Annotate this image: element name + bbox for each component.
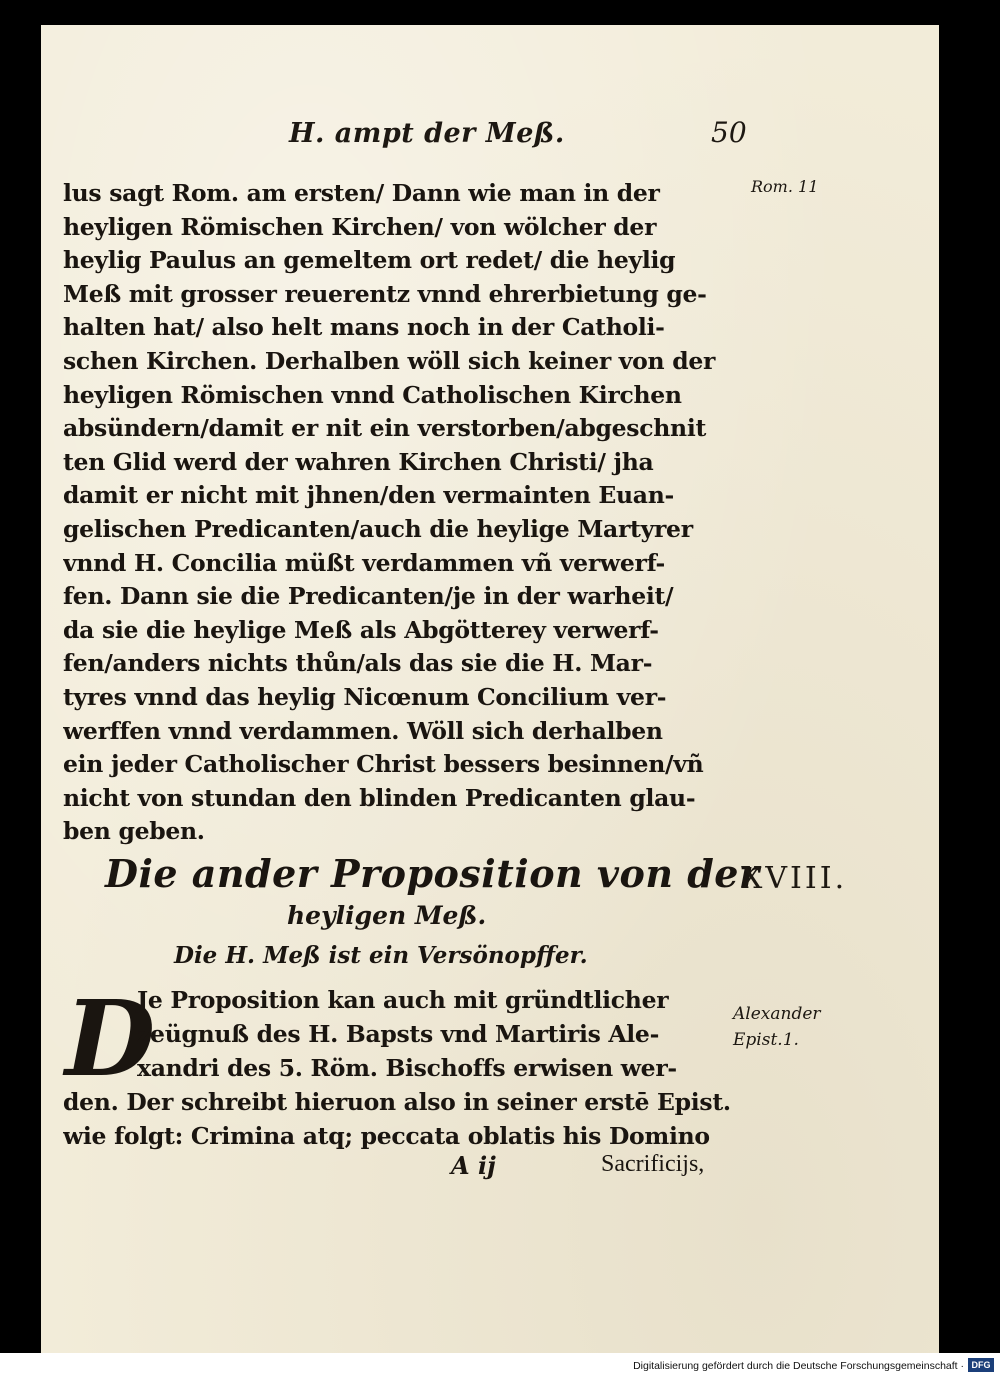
- paragraph-2: [63, 977, 763, 1153]
- text-line: zeügnuß des H. Bapsts vnd Martiris Ale-: [137, 1020, 660, 1048]
- book-page: [41, 25, 939, 1353]
- section-heading-continued: heyligen Meß.: [287, 901, 487, 930]
- folio-number: 50: [711, 116, 747, 149]
- text-line: fen. Dann sie die Predicanten/je in der warheit/: [63, 582, 674, 611]
- text-line: werffen vnnd verdammen. Wöll sich derhalben: [63, 716, 663, 745]
- text-line: den. Der schreibt hieruon also in seiner erstē Epist.: [63, 1088, 731, 1116]
- margin-note-rom: Rom. 11: [751, 177, 819, 196]
- text-line: halten hat/ also helt mans noch in der Catholi-: [63, 313, 665, 342]
- margin-note-alexander: [733, 1001, 821, 1053]
- text-line: damit er nicht mit jhnen/den vermainten Euan-: [63, 481, 674, 510]
- text-line: heyligen Römischen vnnd Catholischen Kirchen: [63, 380, 682, 409]
- text-line: nicht von stundan den blinden Predicanten glau-: [63, 783, 696, 812]
- running-head: H. ampt der Meß.: [289, 118, 565, 149]
- catchword: Sacrificijs,: [601, 1151, 705, 1177]
- text-line: da sie die heylige Meß als Abgötterey verwerf-: [63, 615, 659, 644]
- text-line: Je Proposition kan auch mit gründtlicher: [137, 986, 669, 1014]
- decorated-initial: D: [65, 977, 156, 1100]
- section-number: XVIII.: [741, 861, 848, 896]
- section-heading: Die ander Proposition von der: [105, 851, 760, 896]
- text-line: ein jeder Catholischer Christ bessers besinnen/vñ: [63, 750, 704, 779]
- text-line: ten Glid werd der wahren Kirchen Christi/ jha: [63, 447, 654, 476]
- funding-credit: Digitalisierung gefördert durch die Deutsche Forschungsgemeinschaft ·: [633, 1360, 964, 1372]
- paragraph-1: [63, 177, 763, 849]
- text-line: heyligen Römischen Kirchen/ von wölcher der: [63, 212, 657, 241]
- text-line: Meß mit grosser reuerentz vnnd ehrerbietung ge-: [63, 279, 707, 308]
- dfg-logo: DFG: [968, 1358, 994, 1372]
- page-header: [41, 118, 939, 158]
- text-line: lus sagt Rom. am ersten/ Dann wie man in der: [63, 179, 660, 207]
- text-line: xandri des 5. Röm. Bischoffs erwisen wer-: [137, 1054, 677, 1082]
- text-line: vnnd H. Concilia müßt verdammen vñ verwerf-: [63, 548, 666, 577]
- text-line: gelischen Predicanten/auch die heylige Martyrer: [63, 514, 693, 543]
- catchline: [41, 1151, 939, 1185]
- text-line: schen Kirchen. Derhalben wöll sich keiner von der: [63, 346, 716, 375]
- margin-note-line: Epist.1.: [733, 1030, 799, 1050]
- section-subheading: Die H. Meß ist ein Versönopffer.: [174, 942, 588, 969]
- text-line: ben geben.: [63, 817, 205, 846]
- text-line: fen/anders nichts thůn/als das sie die H. Mar-: [63, 649, 653, 678]
- signature-mark: A ij: [451, 1151, 496, 1180]
- footer-bar: [0, 1353, 1000, 1376]
- text-line: tyres vnnd das heylig Nicœnum Concilium ver-: [63, 682, 667, 711]
- text-line: wie folgt: Crimina atq; peccata oblatis his Domino: [63, 1122, 710, 1150]
- text-line: heylig Paulus an gemeltem ort redet/ die heylig: [63, 246, 676, 275]
- margin-note-line: Alexander: [733, 1004, 821, 1024]
- text-line: absündern/damit er nit ein verstorben/abgeschnit: [63, 414, 707, 443]
